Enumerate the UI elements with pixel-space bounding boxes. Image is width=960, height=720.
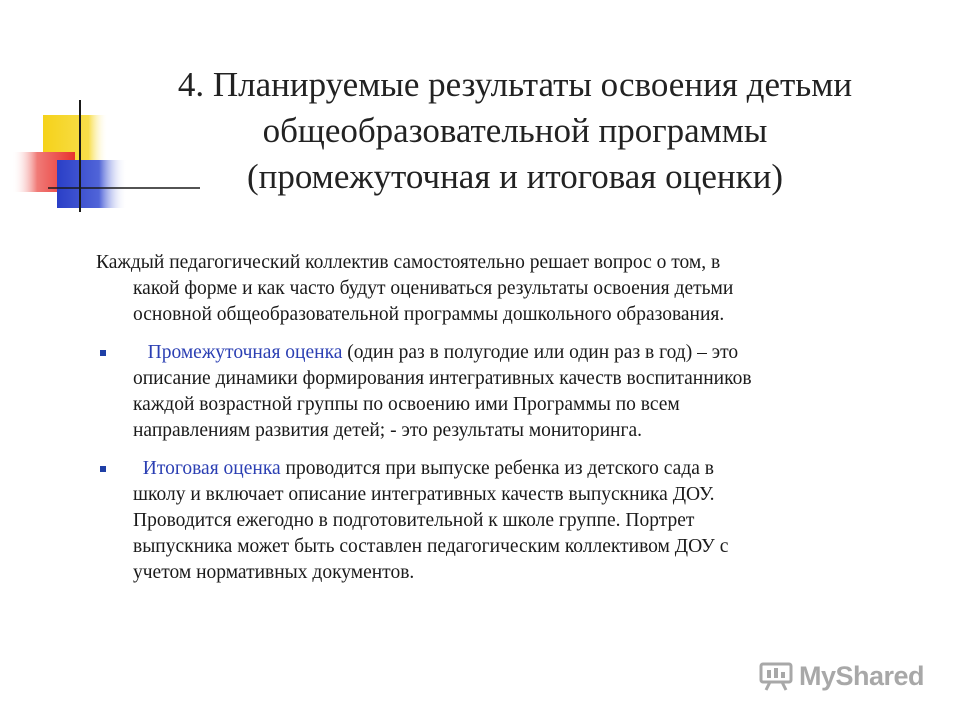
- bullet-line: выпускника может быть составлен педагогическим коллективом ДОУ с: [133, 536, 729, 557]
- intro-line: какой форме и как часто будут оцениваться результаты освоения детьми: [133, 278, 734, 299]
- bullet-first-line: [133, 340, 896, 366]
- bullet-line: направлениям развития детей; - это результаты мониторинга.: [133, 420, 642, 441]
- title-line-3: (промежуточная и итоговая оценки): [246, 157, 784, 196]
- myshared-watermark: [759, 656, 924, 696]
- intro-line: Каждый педагогический коллектив самостоятельно решает вопрос о том, в: [96, 252, 721, 273]
- blue-square: [57, 160, 127, 208]
- presentation-board-icon: [759, 661, 793, 691]
- list-item-intermediate-assessment: [96, 340, 896, 444]
- bullet-line: учетом нормативных документов.: [133, 562, 415, 583]
- intro-paragraph: [96, 250, 896, 328]
- slide-body: [96, 250, 896, 598]
- list-item-final-assessment: [96, 456, 896, 586]
- page-title: [130, 62, 900, 200]
- bullet-text: (один раз в полугодие или один раз в год) – это: [342, 342, 739, 363]
- bullet-first-line: [133, 456, 896, 482]
- bullet-square-icon: [100, 350, 106, 356]
- intermediate-assessment-term: Промежуточная оценка: [142, 342, 343, 363]
- watermark-text: MyShared: [798, 660, 924, 691]
- bullet-square-icon: [100, 466, 106, 472]
- bullet-text: проводится при выпуске ребенка из детского сада в: [280, 458, 714, 479]
- bullet-line: школу и включает описание интегративных качеств выпускника ДОУ.: [133, 484, 715, 505]
- title-line-1: 4. Планируемые результаты освоения детьми: [177, 65, 853, 104]
- intro-line: основной общеобразовательной программы дошкольного образования.: [133, 304, 725, 325]
- bullet-line: каждой возрастной группы по освоению ими Программы по всем: [133, 394, 680, 415]
- bullet-line: Проводится ежегодно в подготовительной к школе группе. Портрет: [133, 510, 695, 531]
- bullet-line: описание динамики формирования интегративных качеств воспитанников: [133, 368, 752, 389]
- final-assessment-term: Итоговая оценка: [142, 458, 281, 479]
- title-line-2: общеобразовательной программы: [262, 111, 768, 150]
